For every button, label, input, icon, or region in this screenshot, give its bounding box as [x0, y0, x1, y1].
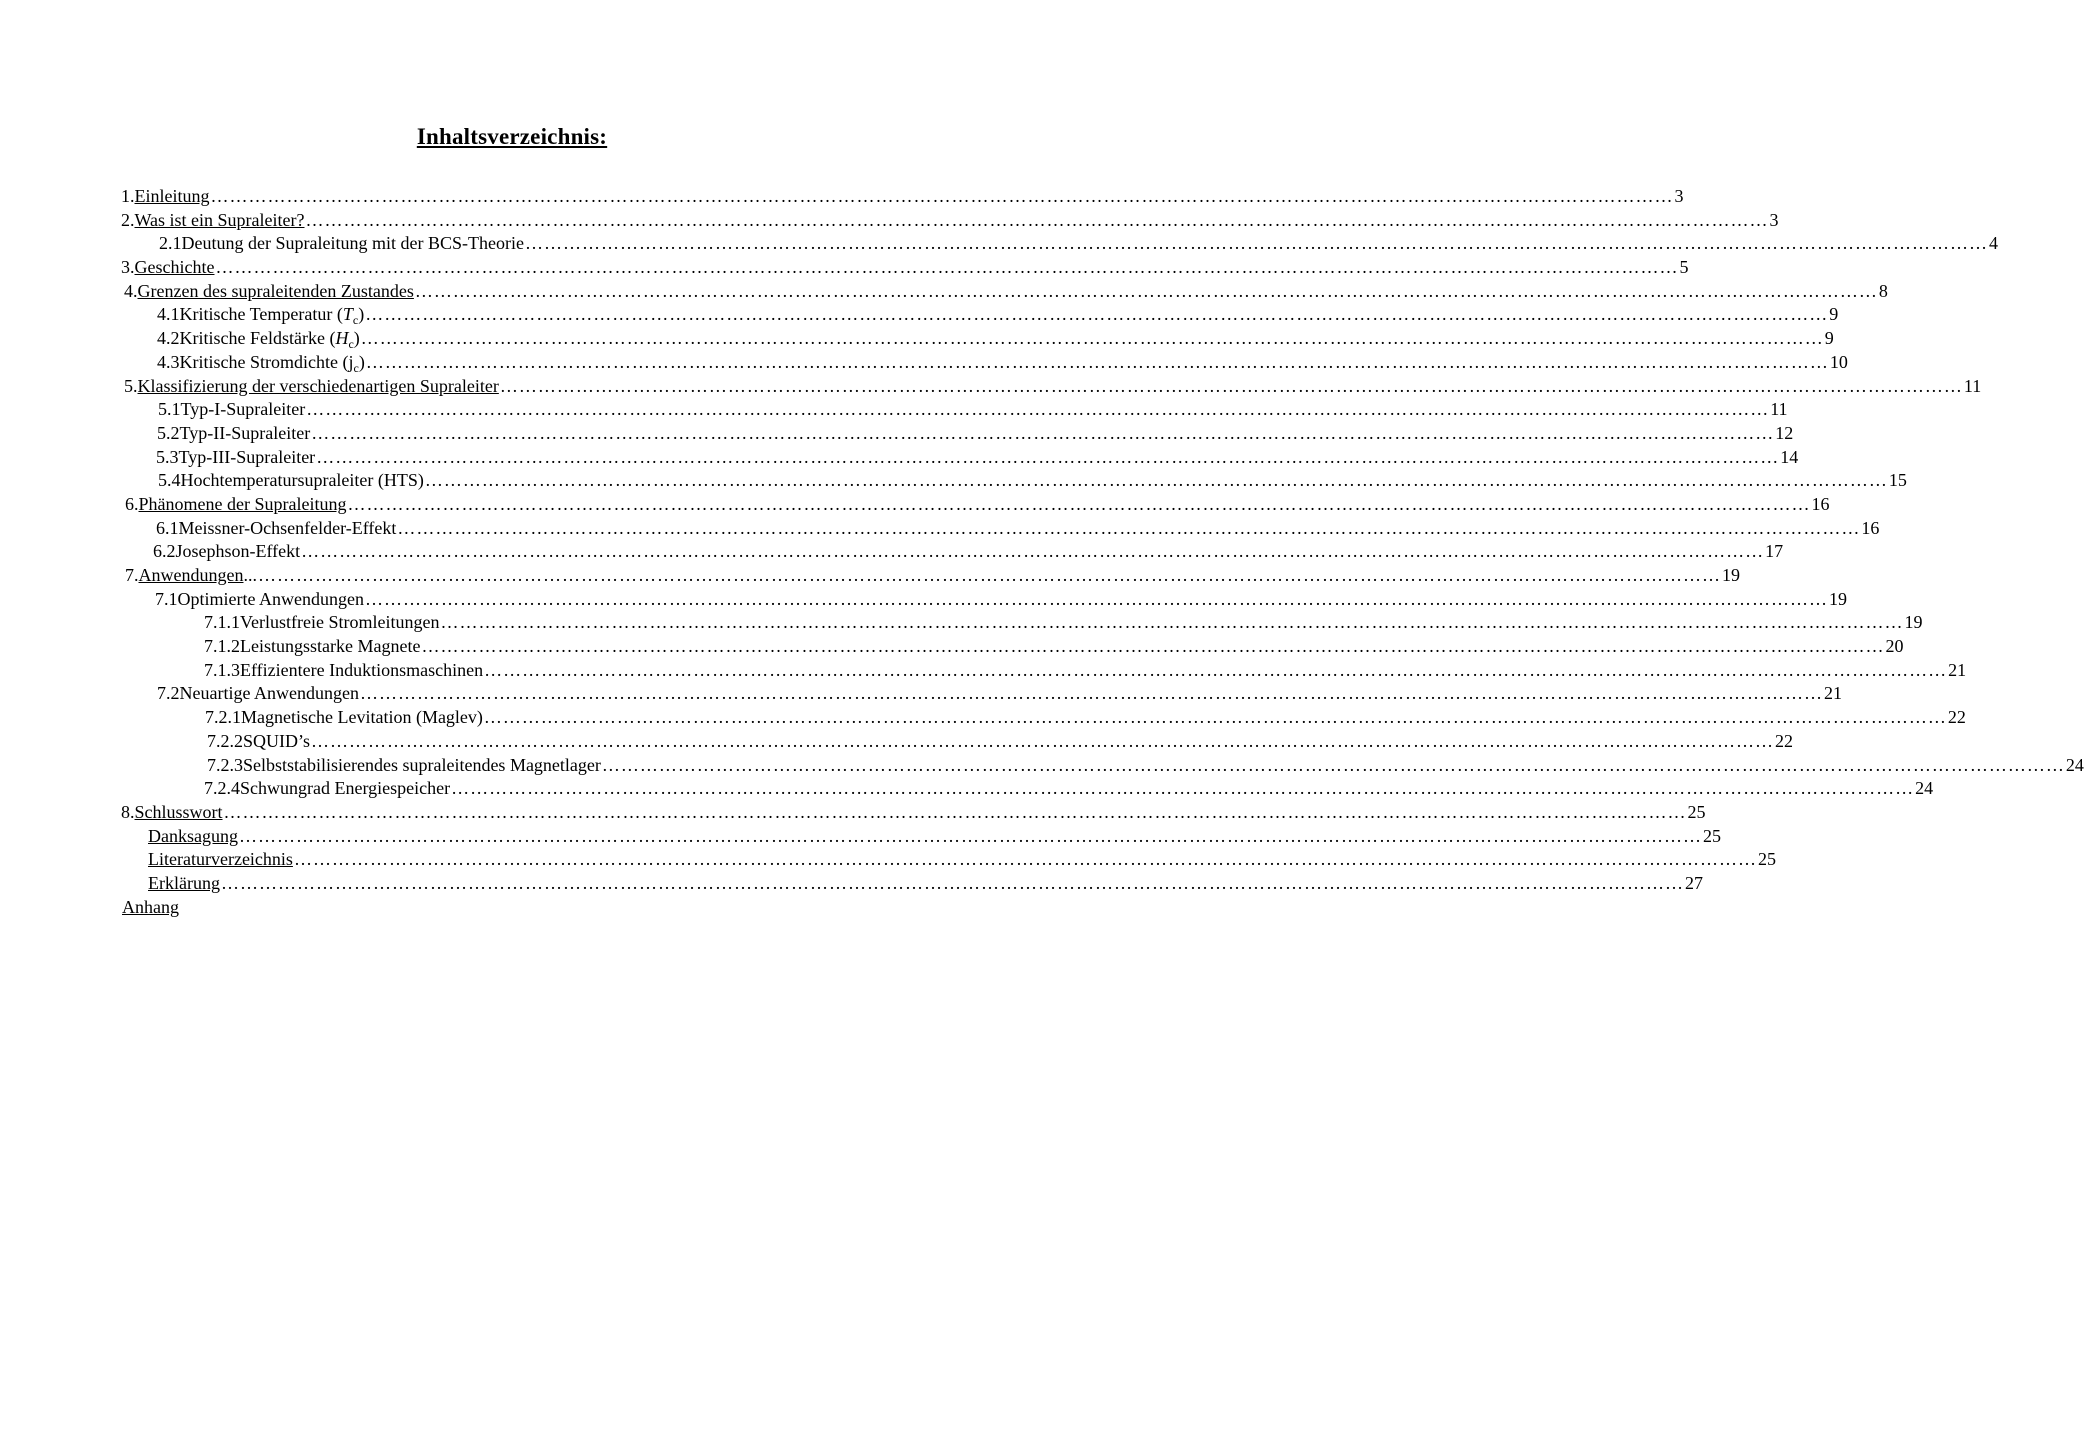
- toc-entry-number: 7.2.3: [207, 754, 243, 775]
- toc-entry-page: 10: [1829, 351, 1848, 372]
- toc-entry-page: 24: [2065, 754, 2084, 775]
- toc-leader-dots: ……………………………………………………………………………………………………………………………………………………………………………………………………………: [316, 446, 1780, 467]
- toc-entry[interactable]: [121, 682, 1842, 706]
- toc-entry-title[interactable]: Erklärung: [148, 872, 220, 893]
- toc-entry-page: 19: [1904, 612, 1923, 633]
- toc-leader-dots: ……………………………………………………………………………………………………………………………………………………………………………………………………………: [499, 375, 1963, 396]
- toc-entry-page: 27: [1684, 872, 1703, 893]
- toc-entry-title[interactable]: Grenzen des supraleitenden Zustandes: [137, 280, 414, 301]
- toc-entry-page: 16: [1861, 517, 1880, 538]
- toc-entry-title[interactable]: Josephson-Effekt: [175, 541, 301, 562]
- toc-entry-title[interactable]: Anhang: [122, 896, 179, 917]
- toc-entry-title[interactable]: Phänomene der Supraleitung: [138, 493, 347, 514]
- toc-entry-number: 5.2: [157, 422, 180, 443]
- toc-leader-dots: ……………………………………………………………………………………………………………………………………………………………………………………………………………: [365, 304, 1829, 325]
- toc-entry[interactable]: [121, 635, 1904, 659]
- toc-entry-page: 12: [1775, 422, 1794, 443]
- toc-entry-number: 7.1.1: [204, 612, 240, 633]
- toc-entry-number: 7.: [125, 565, 139, 585]
- toc-entry-page: 9: [1829, 304, 1839, 325]
- toc-entry-title[interactable]: Selbststabilisierendes supraleitendes Magnetlager: [243, 754, 601, 775]
- toc-entry-title[interactable]: Was ist ein Supraleiter?: [134, 209, 305, 230]
- toc-entry-number: 8.: [121, 801, 135, 822]
- toc-entry-title[interactable]: Typ-III-Supraleiter: [178, 446, 316, 467]
- toc-entry[interactable]: [121, 398, 1788, 422]
- toc-entry-title[interactable]: Klassifizierung der verschiedenartigen Supraleiter: [137, 375, 499, 396]
- toc-entry-number: 7.2.2: [207, 730, 243, 751]
- toc-leader-dots: ……………………………………………………………………………………………………………………………………………………………………………………………………………: [223, 801, 1687, 822]
- toc-leader-dots: ……………………………………………………………………………………………………………………………………………………………………………………………………………: [440, 612, 1904, 633]
- toc-entry-title[interactable]: Typ-II-Supraleiter: [179, 422, 311, 443]
- toc-leader-dots: ……………………………………………………………………………………………………………………………………………………………………………………………………………: [311, 422, 1775, 443]
- toc-entry-page: 25: [1687, 801, 1706, 822]
- toc-entry-number: 2.1: [159, 233, 182, 254]
- toc-leader-dots: ……………………………………………………………………………………………………………………………………………………………………………………………………………: [305, 209, 1769, 230]
- toc-entry-page: 3: [1769, 209, 1779, 230]
- toc-entry[interactable]: [121, 801, 1706, 825]
- toc-leader-dots: ……………………………………………………………………………………………………………………………………………………………………………………………………………: [601, 754, 2065, 775]
- toc-entry-number: 3.: [121, 257, 135, 278]
- toc-entry-page: 25: [1702, 825, 1721, 846]
- toc-entry-number: 5.4: [158, 470, 181, 491]
- toc-entry[interactable]: [121, 706, 1966, 730]
- toc-entry-page: 19: [1828, 588, 1847, 609]
- toc-leader-dots: ……………………………………………………………………………………………………………………………………………………………………………………………………………: [311, 730, 1775, 751]
- toc-leader-dots: ……………………………………………………………………………………………………………………………………………………………………………………………………………: [301, 541, 1765, 562]
- toc-entry-number: 5.1: [158, 399, 181, 420]
- toc-entry-page: 3: [1674, 186, 1684, 206]
- toc-leader-dots: ……………………………………………………………………………………………………………………………………………………………………………………………………………: [360, 328, 1824, 349]
- toc-entry-page: 15: [1888, 470, 1907, 491]
- toc-entry-title[interactable]: Kritische Temperatur $(T_c)$: [179, 304, 365, 328]
- toc-entry-page: 22: [1775, 730, 1794, 751]
- toc-leader-dots: ……………………………………………………………………………………………………………………………………………………………………………………………………………: [238, 825, 1702, 846]
- toc-entry-page: 22: [1947, 707, 1966, 728]
- toc-entry[interactable]: [121, 469, 1907, 493]
- toc-leader-dots: ……………………………………………………………………………………………………………………………………………………………………………………………………………: [306, 399, 1770, 420]
- toc-entry[interactable]: [121, 493, 1830, 517]
- toc-entry-number: 4.1: [157, 304, 180, 325]
- toc-entry-page: 24: [1915, 778, 1934, 799]
- toc-entry-number: 4.: [124, 280, 138, 301]
- toc-entry[interactable]: [121, 327, 1834, 352]
- toc-entry-title[interactable]: SQUID’s: [243, 730, 311, 751]
- toc-entry-page: 11: [1963, 375, 1982, 396]
- toc-entry[interactable]: [121, 754, 2084, 778]
- toc-entry-number: 6.2: [153, 541, 176, 562]
- toc-leader-dots: ……………………………………………………………………………………………………………………………………………………………………………………………………………: [451, 778, 1915, 799]
- toc-entry[interactable]: [121, 611, 1923, 635]
- toc-entry[interactable]: [121, 730, 1794, 754]
- toc-entry-page: 11: [1770, 399, 1788, 420]
- toc-entry-page: 9: [1824, 328, 1834, 349]
- toc-entry[interactable]: [121, 185, 1684, 209]
- toc-entry-number: 6.: [125, 493, 139, 514]
- toc-leader-dots: ……………………………………………………………………………………………………………………………………………………………………………………………………………: [359, 683, 1823, 704]
- toc-entry[interactable]: [121, 375, 1982, 399]
- toc-leader-dots: ……………………………………………………………………………………………………………………………………………………………………………………………………………: [293, 849, 1757, 870]
- toc-entry-title[interactable]: Schlusswort: [134, 801, 223, 822]
- toc-entry-title[interactable]: Optimierte Anwendungen: [177, 588, 364, 609]
- toc-entry-number: 7.2: [157, 683, 180, 704]
- toc-leader-dots: ……………………………………………………………………………………………………………………………………………………………………………………………………………: [397, 517, 1861, 538]
- toc-entry-number: 7.1.3: [204, 659, 240, 680]
- toc-entry-title[interactable]: Verlustfreie Stromleitungen: [240, 612, 440, 633]
- toc-entry-page: 5: [1679, 257, 1689, 278]
- toc-entry[interactable]: [121, 280, 1888, 304]
- toc-entry-page: 21: [1823, 683, 1842, 704]
- toc-entry-number: 7.2.4: [204, 778, 240, 799]
- toc-entry-page: 16: [1811, 493, 1830, 514]
- toc-entry-title[interactable]: Deutung der Supraleitung mit der BCS-Theorie: [181, 233, 524, 254]
- toc-entry-page: 19: [1721, 565, 1740, 585]
- toc-entry-title[interactable]: Meissner-Ochsenfelder-Effekt: [178, 517, 397, 538]
- toc-entry-number: 5.3: [156, 446, 179, 467]
- toc-leader-dots: ……………………………………………………………………………………………………………………………………………………………………………………………………………: [347, 493, 1811, 514]
- toc-entry[interactable]: [121, 351, 1848, 375]
- toc-entry[interactable]: [121, 872, 1703, 896]
- toc-entry-page: 21: [1948, 659, 1967, 680]
- toc-entry[interactable]: [121, 564, 1740, 588]
- toc-entry-title[interactable]: Geschichte: [134, 257, 215, 278]
- toc-entry[interactable]: [121, 896, 902, 920]
- toc-entry-page: 25: [1757, 849, 1776, 870]
- toc-entry[interactable]: [121, 446, 1799, 470]
- toc-leader-dots: ……………………………………………………………………………………………………………………………………………………………………………………………………………: [484, 659, 1948, 680]
- toc-entry-number: 7.1.2: [204, 636, 240, 657]
- toc-leader-dots: ……………………………………………………………………………………………………………………………………………………………………………………………………………: [215, 257, 1679, 278]
- toc-entry[interactable]: [121, 256, 1689, 280]
- toc-leader-dots: ……………………………………………………………………………………………………………………………………………………………………………………………………………: [524, 233, 1988, 254]
- toc-entry-page: 14: [1780, 446, 1799, 467]
- toc-leader-dots: ……………………………………………………………………………………………………………………………………………………………………………………………………………: [364, 588, 1828, 609]
- toc-entry-title[interactable]: Literaturverzeichnis: [148, 849, 293, 870]
- toc-entry[interactable]: [121, 825, 1721, 849]
- toc-entry-title[interactable]: Einleitung: [134, 186, 210, 206]
- toc-entry-title[interactable]: Typ-I-Supraleiter: [180, 399, 306, 420]
- toc-leader-dots: ……………………………………………………………………………………………………………………………………………………………………………………………………………: [483, 707, 1947, 728]
- toc-entry-page: 17: [1765, 541, 1784, 562]
- toc-entry-title[interactable]: Magnetische Levitation (Maglev): [241, 707, 483, 728]
- toc-leader-dots: ……………………………………………………………………………………………………………………………………………………………………………………………………………: [210, 186, 1674, 206]
- toc-entry[interactable]: [121, 303, 1839, 328]
- toc-leader-dots: ……………………………………………………………………………………………………………………………………………………………………………………………………………: [257, 565, 1721, 585]
- table-of-contents: [121, 185, 2084, 919]
- toc-entry-leader-extra: ...: [243, 565, 257, 585]
- page-title: Inhaltsverzeichnis:: [416, 124, 608, 149]
- toc-entry[interactable]: [121, 540, 1784, 564]
- toc-entry[interactable]: [121, 777, 1934, 801]
- toc-entry-number: 2.: [121, 209, 135, 230]
- toc-entry-number: 7.1: [155, 588, 178, 609]
- toc-entry-number: 5.: [124, 375, 138, 396]
- toc-entry[interactable]: [121, 659, 1967, 683]
- toc-entry-title[interactable]: Hochtemperatursupraleiter (HTS): [180, 470, 424, 491]
- toc-entry-page: 4: [1988, 233, 1998, 254]
- toc-entry[interactable]: [121, 422, 1794, 446]
- toc-entry-title[interactable]: Schwungrad Energiespeicher: [240, 778, 451, 799]
- toc-leader-dots: ……………………………………………………………………………………………………………………………………………………………………………………………………………: [421, 636, 1885, 657]
- toc-entry-number: 6.1: [156, 517, 179, 538]
- toc-leader-dots: ……………………………………………………………………………………………………………………………………………………………………………………………………………: [365, 351, 1829, 372]
- toc-entry-title[interactable]: Kritische Stromdichte $(j_c)$: [179, 351, 365, 375]
- toc-entry[interactable]: [121, 209, 1779, 233]
- toc-entry-title[interactable]: Effizientere Induktionsmaschinen: [240, 659, 484, 680]
- toc-leader-dots: ……………………………………………………………………………………………………………………………………………………………………………………………………………: [414, 280, 1878, 301]
- toc-entry-page: 20: [1885, 636, 1904, 657]
- toc-entry[interactable]: [121, 517, 1880, 541]
- toc-entry-number: 7.2.1: [205, 707, 241, 728]
- toc-entry-title[interactable]: Leistungsstarke Magnete: [240, 636, 421, 657]
- toc-entry-title[interactable]: Kritische Feldstärke $(H_c)$: [179, 328, 360, 352]
- toc-entry[interactable]: [121, 848, 1776, 872]
- toc-entry-title[interactable]: Neuartige Anwendungen: [179, 683, 359, 704]
- toc-entry-page: 8: [1878, 280, 1888, 301]
- toc-entry[interactable]: [121, 232, 1998, 256]
- toc-entry-number: 4.2: [157, 328, 180, 349]
- toc-leader-dots: ……………………………………………………………………………………………………………………………………………………………………………………………………………: [220, 872, 1684, 893]
- toc-entry[interactable]: [121, 588, 1847, 612]
- toc-leader-dots: ……………………………………………………………………………………………………………………………………………………………………………………………………………: [424, 470, 1888, 491]
- toc-entry-title[interactable]: Danksagung: [148, 825, 238, 846]
- toc-entry-title[interactable]: Anwendungen: [138, 565, 244, 585]
- toc-entry-number: 1.: [121, 186, 135, 206]
- toc-entry-number: 4.3: [157, 351, 180, 372]
